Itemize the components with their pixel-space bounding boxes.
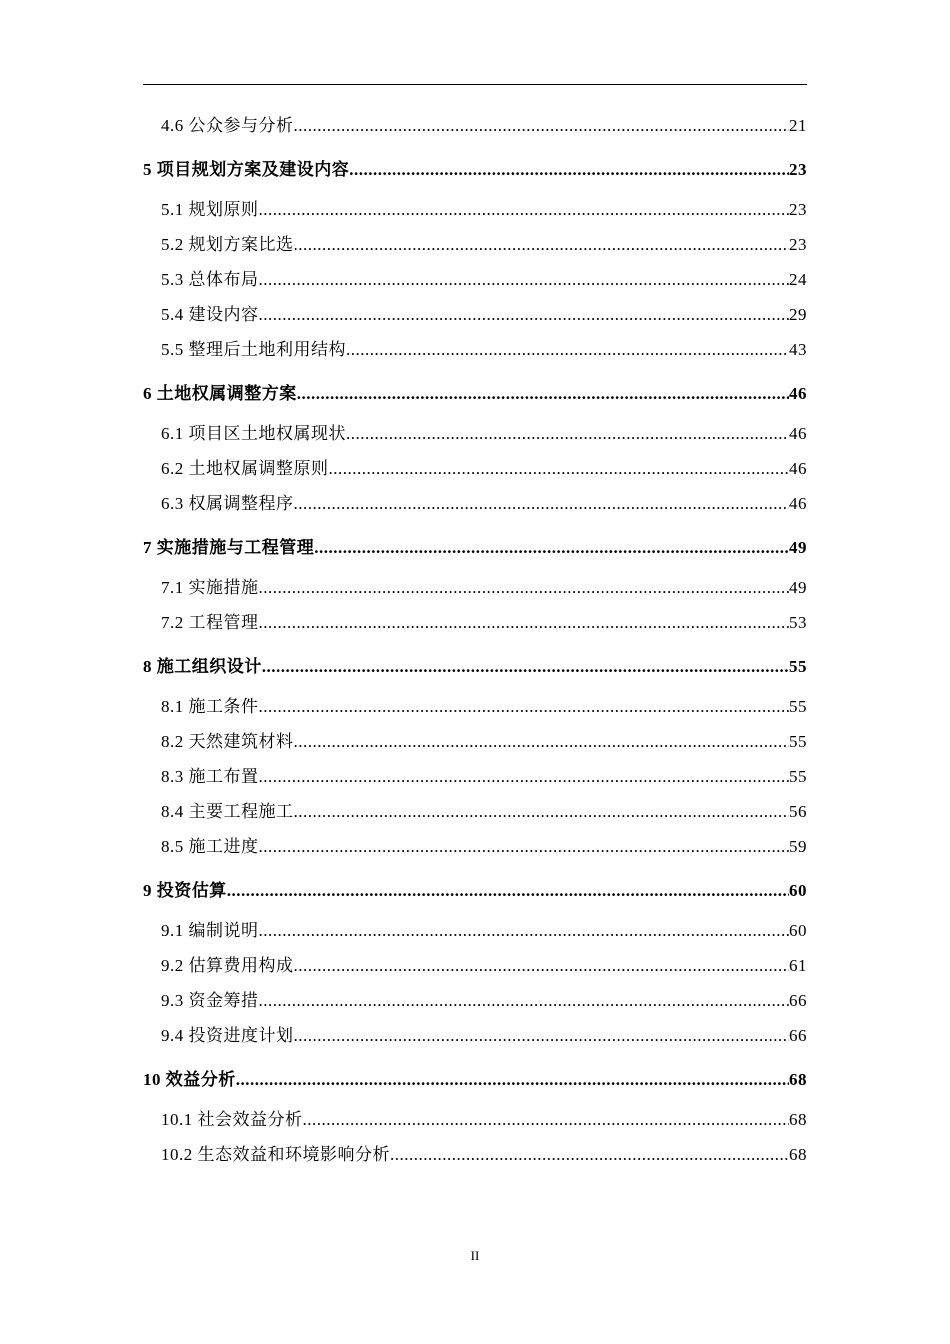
- toc-entry-page: 53: [789, 613, 807, 632]
- toc-entry-page: 60: [789, 921, 807, 940]
- toc-dot-leader: [329, 451, 790, 486]
- toc-entry-label: 8.1 施工条件: [161, 697, 259, 716]
- toc-entry-label: 6.2 土地权属调整原则: [161, 459, 329, 478]
- toc-entry-page: 61: [789, 956, 807, 975]
- toc-dot-leader: [259, 829, 790, 864]
- toc-entry-page: 68: [789, 1070, 807, 1089]
- toc-dot-leader: [227, 869, 789, 913]
- toc-section-entry[interactable]: [143, 829, 807, 864]
- page-number: II: [470, 1248, 480, 1263]
- toc-section-entry[interactable]: [143, 1018, 807, 1053]
- toc-section-entry[interactable]: [143, 913, 807, 948]
- toc-dot-leader: [259, 262, 790, 297]
- toc-dot-leader: [259, 605, 790, 640]
- toc-dot-leader: [259, 983, 790, 1018]
- toc-entry-label: 5.1 规划原则: [161, 200, 259, 219]
- toc-entry-label: 8.2 天然建筑材料: [161, 732, 294, 751]
- toc-entry-page: 23: [789, 200, 807, 219]
- toc-dot-leader: [294, 227, 790, 262]
- toc-entry-page: 55: [789, 657, 807, 676]
- toc-entry-label: 10.2 生态效益和环境影响分析: [161, 1145, 390, 1164]
- toc-section-entry[interactable]: [143, 759, 807, 794]
- toc-entry-label: 6.1 项目区土地权属现状: [161, 424, 346, 443]
- toc-dot-leader: [236, 1058, 789, 1102]
- toc-entry-page: 68: [789, 1110, 807, 1129]
- toc-entry-label: 5 项目规划方案及建设内容: [143, 160, 350, 179]
- toc-dot-leader: [346, 332, 789, 367]
- toc-dot-leader: [259, 913, 790, 948]
- toc-section-entry[interactable]: [143, 948, 807, 983]
- toc-entry-label: 8 施工组织设计: [143, 657, 262, 676]
- toc-section-entry[interactable]: [143, 108, 807, 143]
- toc-chapter-entry[interactable]: [143, 526, 807, 570]
- toc-section-entry[interactable]: [143, 570, 807, 605]
- toc-chapter-entry[interactable]: [143, 148, 807, 192]
- toc-entry-label: 9.3 资金筹措: [161, 991, 259, 1010]
- toc-dot-leader: [294, 794, 790, 829]
- toc-dot-leader: [294, 724, 790, 759]
- toc-entry-page: 46: [789, 459, 807, 478]
- toc-dot-leader: [314, 526, 789, 570]
- toc-entry-page: 56: [789, 802, 807, 821]
- toc-entry-label: 6.3 权属调整程序: [161, 494, 294, 513]
- toc-entry-page: 49: [789, 538, 807, 557]
- toc-section-entry[interactable]: [143, 1102, 807, 1137]
- toc-dot-leader: [259, 192, 790, 227]
- toc-dot-leader: [390, 1137, 789, 1172]
- toc-entry-page: 55: [789, 767, 807, 786]
- toc-entry-label: 9 投资估算: [143, 881, 227, 900]
- toc-dot-leader: [259, 689, 790, 724]
- toc-entry-label: 4.6 公众参与分析: [161, 116, 294, 135]
- toc-dot-leader: [259, 759, 790, 794]
- toc-dot-leader: [259, 570, 790, 605]
- toc-section-entry[interactable]: [143, 192, 807, 227]
- toc-dot-leader: [294, 486, 790, 521]
- toc-entry-label: 9.1 编制说明: [161, 921, 259, 940]
- toc-entry-label: 6 土地权属调整方案: [143, 384, 297, 403]
- toc-section-entry[interactable]: [143, 227, 807, 262]
- toc-entry-label: 7.2 工程管理: [161, 613, 259, 632]
- toc-section-entry[interactable]: [143, 262, 807, 297]
- toc-chapter-entry[interactable]: [143, 869, 807, 913]
- toc-entry-label: 5.3 总体布局: [161, 270, 259, 289]
- toc-entry-page: 46: [789, 384, 807, 403]
- toc-entry-label: 7 实施措施与工程管理: [143, 538, 315, 557]
- toc-entry-label: 9.4 投资进度计划: [161, 1026, 294, 1045]
- toc-dot-leader: [303, 1102, 790, 1137]
- toc-section-entry[interactable]: [143, 486, 807, 521]
- toc-section-entry[interactable]: [143, 451, 807, 486]
- toc-entry-label: 10 效益分析: [143, 1070, 236, 1089]
- toc-entry-page: 46: [789, 494, 807, 513]
- toc-entry-label: 8.4 主要工程施工: [161, 802, 294, 821]
- toc-entry-page: 21: [789, 116, 807, 135]
- toc-section-entry[interactable]: [143, 297, 807, 332]
- toc-entry-page: 23: [789, 160, 807, 179]
- toc-entry-label: 9.2 估算费用构成: [161, 956, 294, 975]
- toc-entry-label: 8.3 施工布置: [161, 767, 259, 786]
- toc-dot-leader: [262, 645, 789, 689]
- toc-chapter-entry[interactable]: [143, 372, 807, 416]
- toc-section-entry[interactable]: [143, 332, 807, 367]
- toc-entry-page: 66: [789, 1026, 807, 1045]
- toc-dot-leader: [346, 416, 789, 451]
- toc-dot-leader: [294, 1018, 790, 1053]
- toc-entry-label: 5.2 规划方案比选: [161, 235, 294, 254]
- toc-dot-leader: [294, 948, 790, 983]
- toc-entry-page: 55: [789, 697, 807, 716]
- toc-entry-page: 68: [789, 1145, 807, 1164]
- toc-entry-label: 10.1 社会效益分析: [161, 1110, 303, 1129]
- toc-dot-leader: [297, 372, 789, 416]
- toc-entry-page: 60: [789, 881, 807, 900]
- toc-chapter-entry[interactable]: [143, 1058, 807, 1102]
- toc-entry-page: 66: [789, 991, 807, 1010]
- toc-section-entry[interactable]: [143, 1137, 807, 1172]
- toc-section-entry[interactable]: [143, 689, 807, 724]
- toc-section-entry[interactable]: [143, 983, 807, 1018]
- toc-entry-page: 49: [789, 578, 807, 597]
- toc-entry-page: 55: [789, 732, 807, 751]
- table-of-contents: [143, 108, 807, 1172]
- toc-dot-leader: [294, 108, 790, 143]
- toc-entry-page: 29: [789, 305, 807, 324]
- toc-section-entry[interactable]: [143, 794, 807, 829]
- toc-chapter-entry[interactable]: [143, 645, 807, 689]
- toc-section-entry[interactable]: [143, 416, 807, 451]
- toc-entry-page: 43: [789, 340, 807, 359]
- toc-entry-page: 46: [789, 424, 807, 443]
- toc-dot-leader: [259, 297, 790, 332]
- header-rule: [143, 84, 807, 85]
- toc-entry-page: 59: [789, 837, 807, 856]
- toc-section-entry[interactable]: [143, 724, 807, 759]
- toc-entry-label: 5.4 建设内容: [161, 305, 259, 324]
- toc-section-entry[interactable]: [143, 605, 807, 640]
- toc-entry-label: 8.5 施工进度: [161, 837, 259, 856]
- toc-entry-label: 7.1 实施措施: [161, 578, 259, 597]
- toc-dot-leader: [349, 148, 789, 192]
- toc-entry-label: 5.5 整理后土地利用结构: [161, 340, 346, 359]
- toc-entry-page: 24: [789, 270, 807, 289]
- toc-entry-page: 23: [789, 235, 807, 254]
